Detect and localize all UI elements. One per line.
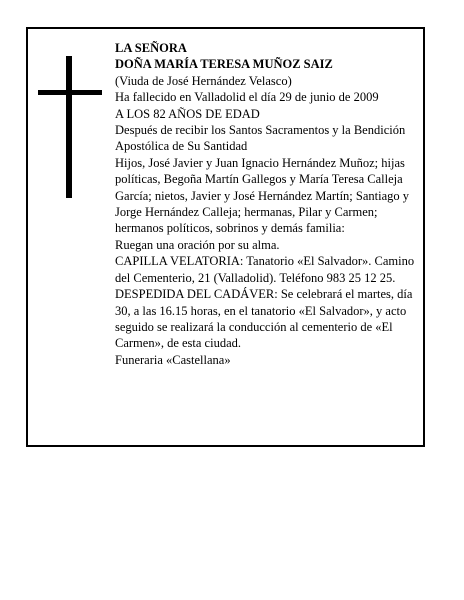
- family-paragraph: Hijos, José Javier y Juan Ignacio Hernández Muñoz; hijas políticas, Begoña Martín Gallegos y María Teresa Calleja García; nietos, Javier y José Hernández Martín; Santiago y Jorge Hernández Calleja; hermanas, Pilar y Carmen; hermanos políticos, sobrinos y demás familia:: [115, 155, 410, 236]
- death-line: Ha fallecido en Valladolid el día 29 de junio de 2009: [115, 90, 379, 105]
- funeral-home-line: Funeraria «Castellana»: [115, 352, 231, 367]
- chapel-paragraph: CAPILLA VELATORIA: Tanatorio «El Salvador». Camino del Cementerio, 21 (Valladolid). Teléfono 983 25 12 25.: [115, 254, 415, 285]
- notice-title: LA SEÑORA: [115, 41, 187, 55]
- cross-horizontal-bar: [38, 90, 102, 95]
- deceased-name: DOÑA MARÍA TERESA MUÑOZ SAIZ: [115, 57, 333, 72]
- cross-vertical-bar: [66, 56, 72, 198]
- obituary-notice: [26, 27, 425, 447]
- notice-text: [115, 40, 421, 368]
- farewell-paragraph: DESPEDIDA DEL CADÁVER: Se celebrará el martes, día 30, a las 16.15 horas, en el tanatorio «El Salvador», y acto seguido se realizará la conducción al cementerio de «El Carmen», de esta ciudad.: [115, 287, 413, 351]
- prayer-line: Ruegan una oración por su alma.: [115, 237, 280, 252]
- cross-icon: [38, 56, 102, 198]
- sacraments-paragraph: Después de recibir los Santos Sacramentos y la Bendición Apostólica de Su Santidad: [115, 123, 406, 154]
- age-line: A LOS 82 AÑOS DE EDAD: [115, 106, 260, 121]
- widow-line: (Viuda de José Hernández Velasco): [115, 73, 292, 88]
